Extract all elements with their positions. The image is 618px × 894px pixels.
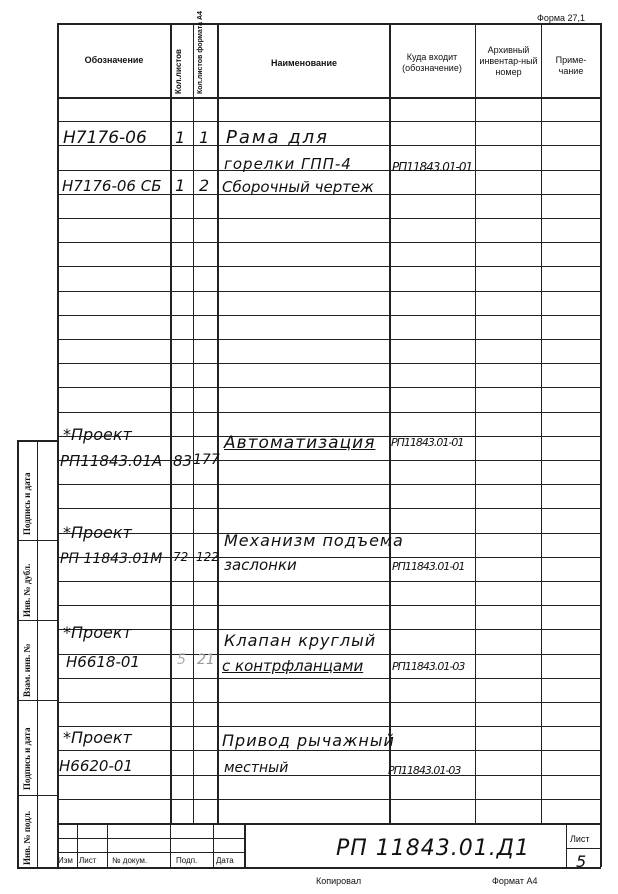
col-archive-line — [475, 23, 476, 823]
row7-format: 122 — [196, 550, 219, 564]
row9-designation: Н6618-01 — [66, 653, 140, 671]
row-rule — [57, 775, 601, 776]
header-format-text: Кол.листов формата А4 — [197, 11, 204, 94]
row-rule — [57, 799, 601, 800]
row-rule — [57, 412, 601, 413]
stamp-n-dokum: № докум. — [112, 856, 148, 865]
row-rule — [57, 121, 601, 122]
row7-name: заслонки — [224, 556, 297, 574]
frame-bottom — [17, 867, 601, 869]
frame-top — [57, 23, 601, 25]
stamp-podp: Подп. — [176, 856, 198, 865]
row11-name: местный — [224, 760, 289, 776]
row6-name: Механизм подъема — [224, 531, 404, 550]
row-rule — [57, 750, 601, 751]
row-rule — [57, 387, 601, 388]
stamp-data: Дата — [216, 856, 234, 865]
row5-format: 177 — [193, 452, 220, 468]
row10-name: Привод рычажный — [222, 731, 395, 750]
row4-designation: *Проект — [63, 425, 132, 444]
row2-name: горелки ГПП-4 — [224, 155, 352, 173]
stamp-v4 — [213, 823, 214, 867]
stamp-divider — [244, 823, 246, 867]
row7-where: РП11843.01-01 — [392, 560, 465, 573]
stamp-sheet-number: 5 — [576, 852, 587, 871]
row9-format: 21 — [197, 652, 215, 668]
side-inv-podl: Инв. № подл. — [22, 810, 32, 865]
row4-where: РП11843.01-01 — [391, 436, 464, 449]
stamp-izm: Изм — [58, 856, 73, 865]
col-name-line — [217, 23, 219, 823]
header-bottom — [57, 97, 601, 99]
side-inv-dubl: Инв. № дубл. — [22, 563, 32, 617]
row-rule — [57, 291, 601, 292]
row3-format: 2 — [199, 176, 210, 195]
side-strip-left — [17, 440, 19, 868]
row3-sheets: 1 — [175, 176, 186, 195]
header-sheets: Кол.листов — [174, 49, 183, 94]
row-rule — [57, 726, 601, 727]
side-div-1 — [17, 540, 57, 541]
header-format — [196, 11, 205, 94]
side-strip-mid — [37, 440, 38, 868]
row1-designation: Н7176-06 — [63, 128, 147, 148]
col-format-line — [193, 23, 194, 823]
side-div-3 — [17, 700, 57, 701]
stamp-h1 — [57, 838, 244, 839]
row4-name: Автоматизация — [224, 433, 376, 453]
row3-designation: Н7176-06 СБ — [62, 177, 162, 195]
row7-designation: РП 11843.01М — [60, 551, 163, 567]
col-note-line — [541, 23, 542, 823]
stamp-v1 — [77, 823, 78, 867]
row-rule — [57, 702, 601, 703]
side-podp-data-bottom: Подпись и дата — [22, 727, 32, 790]
row10-designation: *Проект — [63, 728, 132, 747]
row8-designation: *Проект — [63, 623, 132, 642]
row9-name: с контрфланцами — [222, 657, 364, 675]
frame-left — [57, 23, 59, 867]
row-rule — [57, 678, 601, 679]
row1-name: Рама для — [226, 127, 329, 148]
side-vzam: Взам. инв. № — [22, 643, 32, 697]
form-label: Форма 27,1 — [537, 13, 586, 23]
row2-where: РП11843.01-01 — [392, 160, 473, 174]
row5-sheets: 83 — [173, 452, 193, 470]
col-sheets-line — [170, 23, 172, 823]
col-where-line — [389, 23, 391, 823]
row-rule — [57, 508, 601, 509]
row3-name: Сборочный чертеж — [222, 178, 374, 196]
header-designation: Обозначение — [84, 55, 144, 65]
row-rule — [57, 266, 601, 267]
footer-copied: Копировал — [316, 876, 362, 886]
stamp-list: Лист — [79, 856, 97, 865]
side-podp-data-top: Подпись и дата — [22, 472, 32, 535]
row1-sheets: 1 — [175, 128, 186, 147]
stamp-sheet-label: Лист — [570, 834, 590, 844]
header-name: Наименование — [270, 58, 338, 68]
header-note: Приме-чание — [555, 55, 587, 76]
row1-format: 1 — [199, 128, 210, 147]
stamp-h2 — [57, 852, 244, 853]
stamp-top — [57, 823, 601, 825]
row9-where: РП11843.01-03 — [392, 660, 465, 673]
stamp-v3 — [170, 823, 171, 867]
row-rule — [57, 315, 601, 316]
row9-sheets: 5 — [177, 652, 186, 668]
side-strip-top — [17, 440, 57, 442]
row7-sheets: 72 — [173, 550, 189, 564]
row-rule — [57, 363, 601, 364]
row11-designation: Н6620-01 — [59, 757, 133, 775]
row5-designation: РП11843.01А — [60, 452, 163, 470]
side-div-2 — [17, 620, 57, 621]
row-rule — [57, 218, 601, 219]
row6-designation: *Проект — [63, 523, 132, 542]
row-rule — [57, 629, 601, 630]
stamp-sheet-divider — [566, 823, 567, 867]
frame-right — [600, 23, 602, 867]
document-code: РП 11843.01.Д1 — [336, 836, 530, 861]
header-archive: Архивный инвентар-ный номер — [479, 45, 538, 77]
stamp-sheet-hline — [566, 848, 600, 849]
row-rule — [57, 242, 601, 243]
row-rule — [57, 581, 601, 582]
stamp-v2 — [107, 823, 108, 867]
row-rule — [57, 339, 601, 340]
side-div-4 — [17, 795, 57, 796]
header-where-used: Куда входит (обозначение) — [402, 52, 462, 73]
row-rule — [57, 605, 601, 606]
row-rule — [57, 484, 601, 485]
row11-where: РП11843.01-03 — [388, 764, 461, 777]
row8-name: Клапан круглый — [224, 631, 377, 650]
footer-format: Формат А4 — [492, 876, 538, 886]
